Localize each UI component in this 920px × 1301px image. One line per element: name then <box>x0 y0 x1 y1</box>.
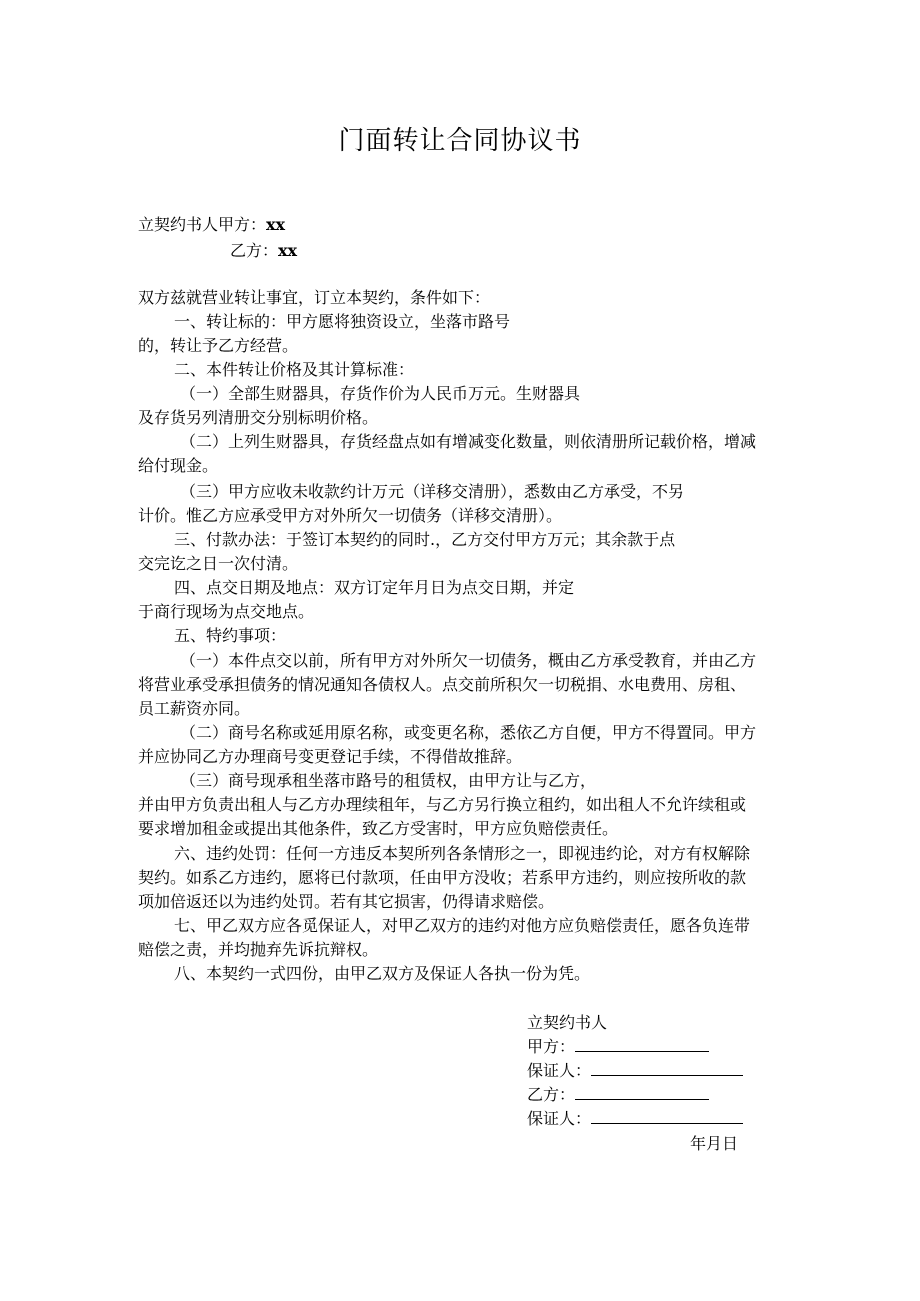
body-line: 交完讫之日一次付清。 <box>138 554 299 573</box>
body-line: 契约。如系乙方违约，愿将已付款项，任由甲方没收；若系甲方违约，则应按所收的款 <box>138 868 747 887</box>
body-line: 双方兹就营业转让事宜，订立本契约，条件如下： <box>138 288 491 307</box>
body-line: 于商行现场为点交地点。 <box>138 602 315 621</box>
document-title: 门面转让合同协议书 <box>338 126 582 156</box>
body-line: （一）全部生财器具，存货作价为人民币万元。生财器具 <box>180 384 581 403</box>
signature-guarantor-1-label: 保证人： <box>527 1061 592 1080</box>
body-line: （二）上列生财器具，存货经盘点如有增减变化数量，则依清册所记载价格，增减 <box>180 432 757 451</box>
signature-party-b-label: 乙方： <box>527 1085 576 1104</box>
body-line: 五、特约事项： <box>174 626 287 645</box>
party-b-value: xx <box>278 241 298 260</box>
body-line: 赔偿之责，并均抛弃先诉抗辩权。 <box>138 940 379 959</box>
signature-guarantor-1 <box>527 1060 743 1082</box>
party-a-label: 立契约书人甲方： <box>138 215 267 234</box>
party-a-line <box>138 214 285 236</box>
body-line: （三）甲方应收未收款约计万元（详移交清册），悉数由乙方承受，不另 <box>180 482 685 501</box>
party-a-value: xx <box>266 215 286 234</box>
body-line: 将营业承受承担债务的情况通知各债权人。点交前所积欠一切税捐、水电费用、房租、 <box>138 675 747 694</box>
body-line: 三、付款办法：于签订本契约的同时.，乙方交付甲方万元；其余款于点 <box>174 530 676 549</box>
body-line: （一）本件点交以前，所有甲方对外所欠一切债务，概由乙方承受教育，并由乙方 <box>180 651 757 670</box>
body-line: 七、甲乙双方应各觅保证人，对甲乙双方的违约对他方应负赔偿责任，愿各负连带 <box>174 916 751 935</box>
signature-guarantor-2-label: 保证人： <box>527 1109 592 1128</box>
body-line: 的，转让予乙方经营。 <box>138 336 299 355</box>
signature-party-b <box>527 1084 709 1106</box>
body-line: 二、本件转让价格及其计算标准： <box>174 360 415 379</box>
body-line: 八、本契约一式四份，由甲乙双方及保证人各执一份为凭。 <box>174 964 591 983</box>
signature-guarantor-1-blank[interactable] <box>591 1061 743 1076</box>
signature-date: 年月日 <box>690 1134 739 1153</box>
signature-party-a-blank[interactable] <box>575 1037 709 1052</box>
body-line: 四、点交日期及地点：双方订定年月日为点交日期，并定 <box>174 578 575 597</box>
body-line: 一、转让标的：甲方愿将独资设立，坐落市路号 <box>174 312 511 331</box>
body-line: （三）商号现承租坐落市路号的租赁权，由甲方让与乙方， <box>180 771 597 790</box>
body-line: （二）商号名称或延用原名称，或变更名称，悉依乙方自便，甲方不得置同。甲方 <box>180 723 757 742</box>
signature-party-b-blank[interactable] <box>575 1085 709 1100</box>
body-line: 给付现金。 <box>138 456 219 475</box>
signature-party-a-label: 甲方： <box>527 1037 576 1056</box>
signature-party-a <box>527 1036 709 1058</box>
signature-guarantor-2-blank[interactable] <box>591 1109 743 1124</box>
body-line: 项加倍返还以为违约处罚。若有其它损害，仍得请求赔偿。 <box>138 892 555 911</box>
body-line: 要求增加租金或提出其他条件，致乙方受害时，甲方应负赔偿责任。 <box>138 819 619 838</box>
body-line: 员工薪资亦同。 <box>138 699 251 718</box>
signature-guarantor-2 <box>527 1108 743 1130</box>
party-b-line <box>230 240 297 262</box>
body-line: 并应协同乙方办理商号变更登记手续，不得借故推辞。 <box>138 747 523 766</box>
party-b-label: 乙方： <box>230 241 279 260</box>
body-line: 六、违约处罚：任何一方违反本契所列各条情形之一，即视违约论，对方有权解除 <box>174 844 751 863</box>
body-line: 并由甲方负责出租人与乙方办理续租年，与乙方另行换立租约，如出租人不允许续租或 <box>138 795 747 814</box>
signature-heading: 立契约书人 <box>527 1013 608 1032</box>
body-line: 及存货另列清册交分别标明价格。 <box>138 408 379 427</box>
body-line: 计价。惟乙方应承受甲方对外所欠一切债务（详移交清册）。 <box>138 506 563 525</box>
